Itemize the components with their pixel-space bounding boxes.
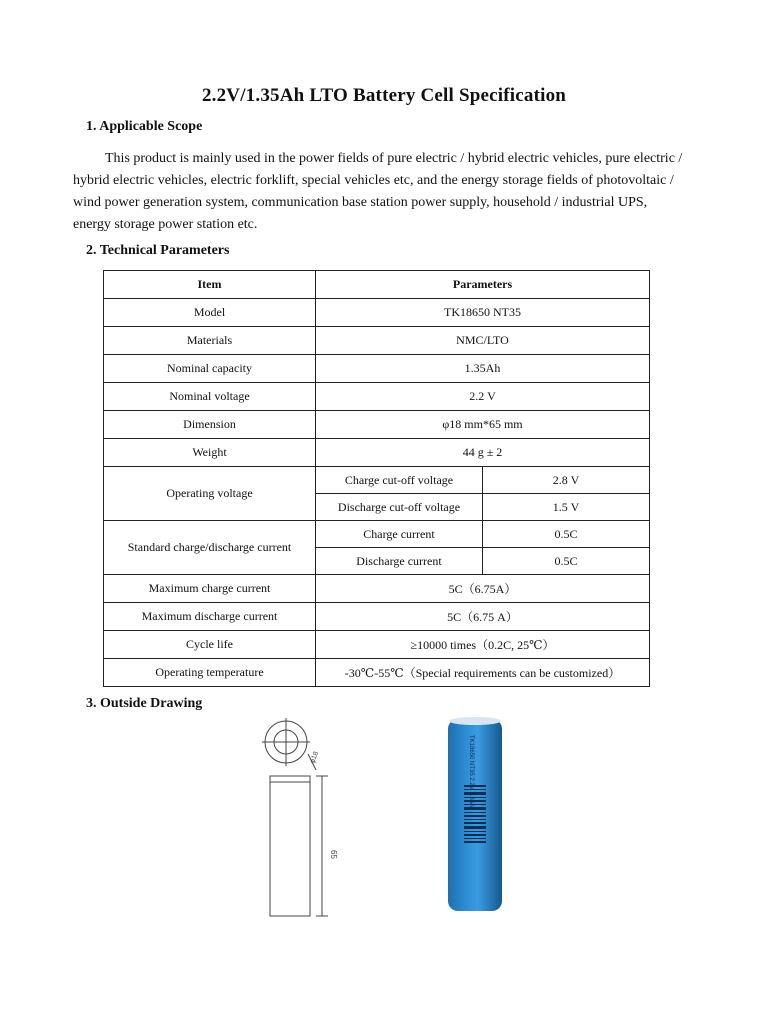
row-value: NMC/LTO [316, 327, 650, 355]
table-row [104, 299, 650, 327]
row-value: 2.2 V [316, 383, 650, 411]
length-dimension-label: 65 [329, 850, 338, 859]
spec-table [103, 270, 650, 687]
header-parameters: Parameters [316, 271, 650, 299]
section-heading-scope: 1. Applicable Scope [86, 119, 203, 134]
table-row [104, 603, 650, 631]
row-value: TK18650 NT35 [316, 299, 650, 327]
table-row [104, 631, 650, 659]
document-title: 2.2V/1.35Ah LTO Battery Cell Specification [201, 85, 567, 106]
sub-label: Discharge cut-off voltage [316, 494, 483, 521]
row-value: 1.35Ah [316, 355, 650, 383]
row-label: Operating voltage [104, 467, 316, 521]
header-item: Item [104, 271, 316, 299]
section-heading-parameters: 2. Technical Parameters [86, 243, 230, 258]
row-value: 5C（6.75 A） [316, 603, 650, 631]
row-label: Model [104, 299, 316, 327]
row-value: 5C（6.75A） [316, 575, 650, 603]
table-row [104, 439, 650, 467]
row-label: Nominal capacity [104, 355, 316, 383]
table-row [104, 575, 650, 603]
table-row [104, 467, 650, 494]
sub-label: Charge cut-off voltage [316, 467, 483, 494]
row-label: Maximum discharge current [104, 603, 316, 631]
sub-label: Charge current [316, 521, 483, 548]
sub-value: 2.8 V [483, 467, 650, 494]
table-row [104, 355, 650, 383]
scope-paragraph: This product is mainly used in the power fields of pure electric / hybrid electric vehicles, pure electric / hybrid electric vehicles, electric forklift, special vehicles etc, and the energy storage fields of photovoltaic / wind power generation system, communication base station power supply, household / industrial UPS, energy storage power station etc. [73, 151, 683, 232]
row-label: Nominal voltage [104, 383, 316, 411]
cell-photo [440, 715, 510, 915]
side-view-body [270, 776, 310, 916]
table-row [104, 383, 650, 411]
row-label: Maximum charge current [104, 575, 316, 603]
diameter-dimension-label: φ18 [309, 750, 321, 765]
cell-label-text: TK18650 NT35 2.2V 1.35Ah [468, 735, 474, 811]
section-heading-drawing: 3. Outside Drawing [86, 696, 203, 711]
row-label: Operating temperature [104, 659, 316, 687]
row-label: Dimension [104, 411, 316, 439]
row-label: Standard charge/discharge current [104, 521, 316, 575]
table-header-row [104, 271, 650, 299]
sub-label: Discharge current [316, 548, 483, 575]
row-value: -30℃-55℃（Special requirements can be customized） [316, 659, 650, 687]
sub-value: 1.5 V [483, 494, 650, 521]
table-row [104, 521, 650, 548]
table-row [104, 411, 650, 439]
sub-value: 0.5C [483, 521, 650, 548]
row-value: φ18 mm*65 mm [316, 411, 650, 439]
row-value: 44 g ± 2 [316, 439, 650, 467]
row-value: ≥10000 times（0.2C, 25℃） [316, 631, 650, 659]
table-row [104, 327, 650, 355]
row-label: Materials [104, 327, 316, 355]
cell-technical-drawing [258, 718, 338, 923]
row-label: Weight [104, 439, 316, 467]
sub-value: 0.5C [483, 548, 650, 575]
table-row [104, 659, 650, 687]
row-label: Cycle life [104, 631, 316, 659]
cell-top-cap [449, 717, 501, 725]
